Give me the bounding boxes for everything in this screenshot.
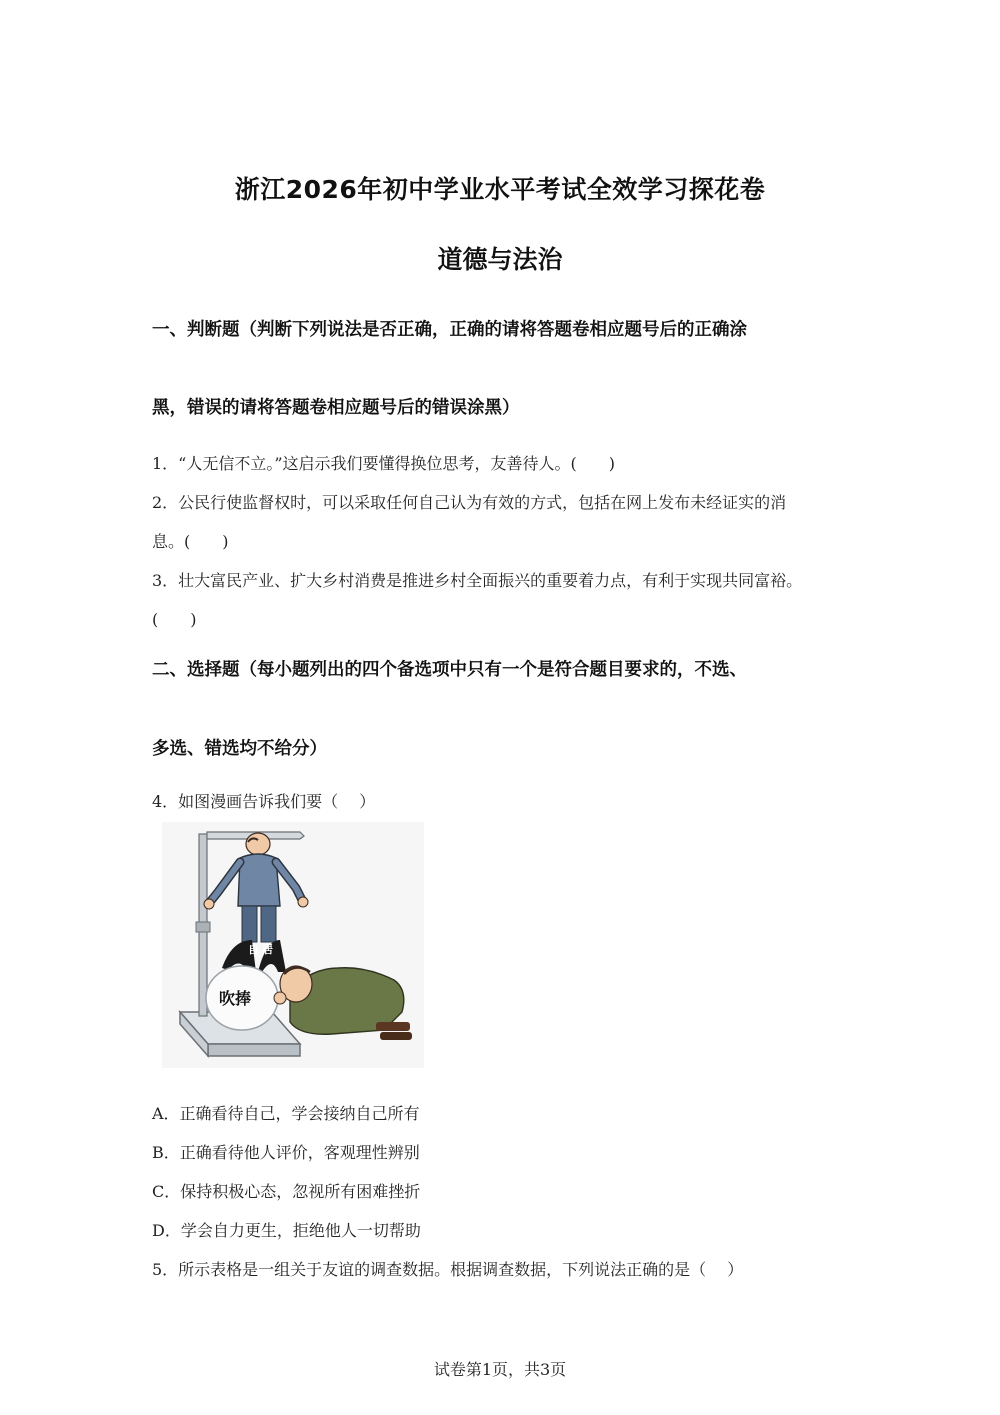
cartoon-label-ball: 吹捧 xyxy=(219,989,252,1008)
question-2: 2．公民行使监督权时，可以采取任何自己认为有效的方式，包括在网上发布未经证实的消 xyxy=(152,493,787,512)
question-1: 1．“人无信不立。”这启示我们要懂得换位思考，友善待人。( ) xyxy=(152,454,616,473)
question-2-cont: 息。( ) xyxy=(152,532,229,551)
option-d: D．学会自力更生，拒绝他人一切帮助 xyxy=(152,1221,421,1240)
option-b: B．正确看待他人评价，客观理性辨别 xyxy=(152,1143,420,1162)
option-a: A．正确看待自己，学会接纳自己所有 xyxy=(152,1104,420,1123)
exam-title: 浙江2026年初中学业水平考试全效学习探花卷 xyxy=(234,175,766,204)
section2-heading: 二、选择题（每小题列出的四个备选项中只有一个是符合题目要求的，不选、 xyxy=(152,660,747,680)
section1-heading: 一、判断题（判断下列说法是否正确，正确的请将答题卷相应题号后的正确涂 xyxy=(152,320,747,340)
cartoon-figure xyxy=(162,822,424,1068)
question-3-cont: ( ) xyxy=(152,610,197,629)
cartoon-label-shoes: 自 居 xyxy=(248,944,274,956)
cartoon-illustration xyxy=(162,822,424,1068)
subject-title: 道德与法治 xyxy=(437,245,563,274)
question-3: 3．壮大富民产业、扩大乡村消费是推进乡村全面振兴的重要着力点，有利于实现共同富裕。 xyxy=(152,571,803,590)
option-c: C．保持积极心态，忽视所有困难挫折 xyxy=(152,1182,421,1201)
question-4-stem: 4．如图漫画告诉我们要（ ） xyxy=(152,792,376,811)
section2-heading-cont: 多选、错选均不给分） xyxy=(152,739,327,759)
question-5-stem: 5．所示表格是一组关于友谊的调查数据。根据调查数据，下列说法正确的是（ ） xyxy=(152,1260,744,1279)
page-footer: 试卷第1页，共3页 xyxy=(433,1360,567,1379)
section1-heading-cont: 黑，错误的请将答题卷相应题号后的错误涂黑） xyxy=(152,398,520,418)
